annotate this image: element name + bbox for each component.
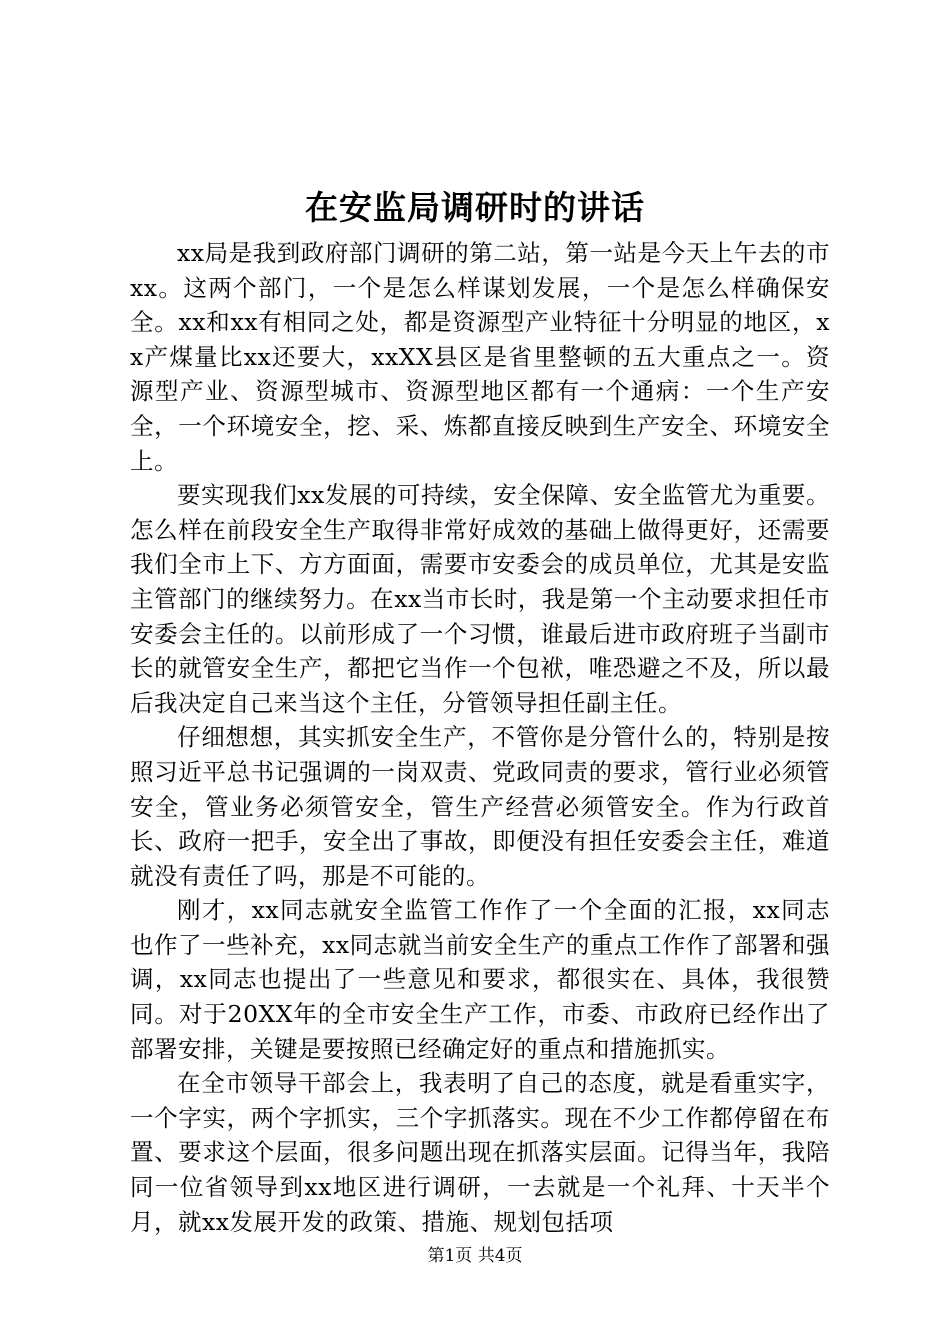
paragraph-5: 在全市领导干部会上，我表明了自己的态度，就是看重实字，一个字实，两个字抓实，三个字抓落实。现在不少工作都停留在布置、要求这个层面，很多问题出现在抓落实层面。记得当年，我陪同一位省领导到xx地区进行调研，一去就是一个礼拜、十天半个月，就xx发展开发的政策、措施、规划包括项 [130,1069,830,1236]
document-body [130,236,830,1239]
paragraph-2: 要实现我们xx发展的可持续，安全保障、安全监管尤为重要。怎么样在前段安全生产取得非常好成效的基础上做得更好，还需要我们全市上下、方方面面，需要市安委会的成员单位，尤其是安监主管部门的继续努力。在xx当市长时，我是第一个主动要求担任市安委会主任的。以前形成了一个习惯，谁最后进市政府班子当副市长的就管安全生产，都把它当作一个包袱，唯恐避之不及，所以最后我决定自己来当这个主任，分管领导担任副主任。 [130,481,830,717]
page-footer: 第1页 共4页 [427,1246,523,1266]
paragraph-1: xx局是我到政府部门调研的第二站，第一站是今天上午去的市xx。这两个部门，一个是怎么样谋划发展，一个是怎么样确保安全。xx和xx有相同之处，都是资源型产业特征十分明显的地区，xx产煤量比xx还要大，xxXX县区是省里整顿的五大重点之一。资源型产业、资源型城市、资源型地区都有一个通病：一个生产安全，一个环境安全，挖、采、炼都直接反映到生产安全、环境安全上。 [130,239,830,475]
document-title: 在安监局调研时的讲话 [305,188,645,227]
paragraph-3: 仔细想想，其实抓安全生产，不管你是分管什么的，特别是按照习近平总书记强调的一岗双责、党政同责的要求，管行业必须管安全，管业务必须管安全，管生产经营必须管安全。作为行政首长、政府一把手，安全出了事故，即便没有担任安委会主任，难道就没有责任了吗，那是不可能的。 [130,723,830,890]
paragraph-4: 刚才，xx同志就安全监管工作作了一个全面的汇报，xx同志也作了一些补充，xx同志就当前安全生产的重点工作作了部署和强调，xx同志也提出了一些意见和要求，都很实在、具体，我很赞同。对于20XX年的全市安全生产工作，市委、市政府已经作出了部署安排，关键是要按照已经确定好的重点和措施抓实。 [130,896,830,1063]
